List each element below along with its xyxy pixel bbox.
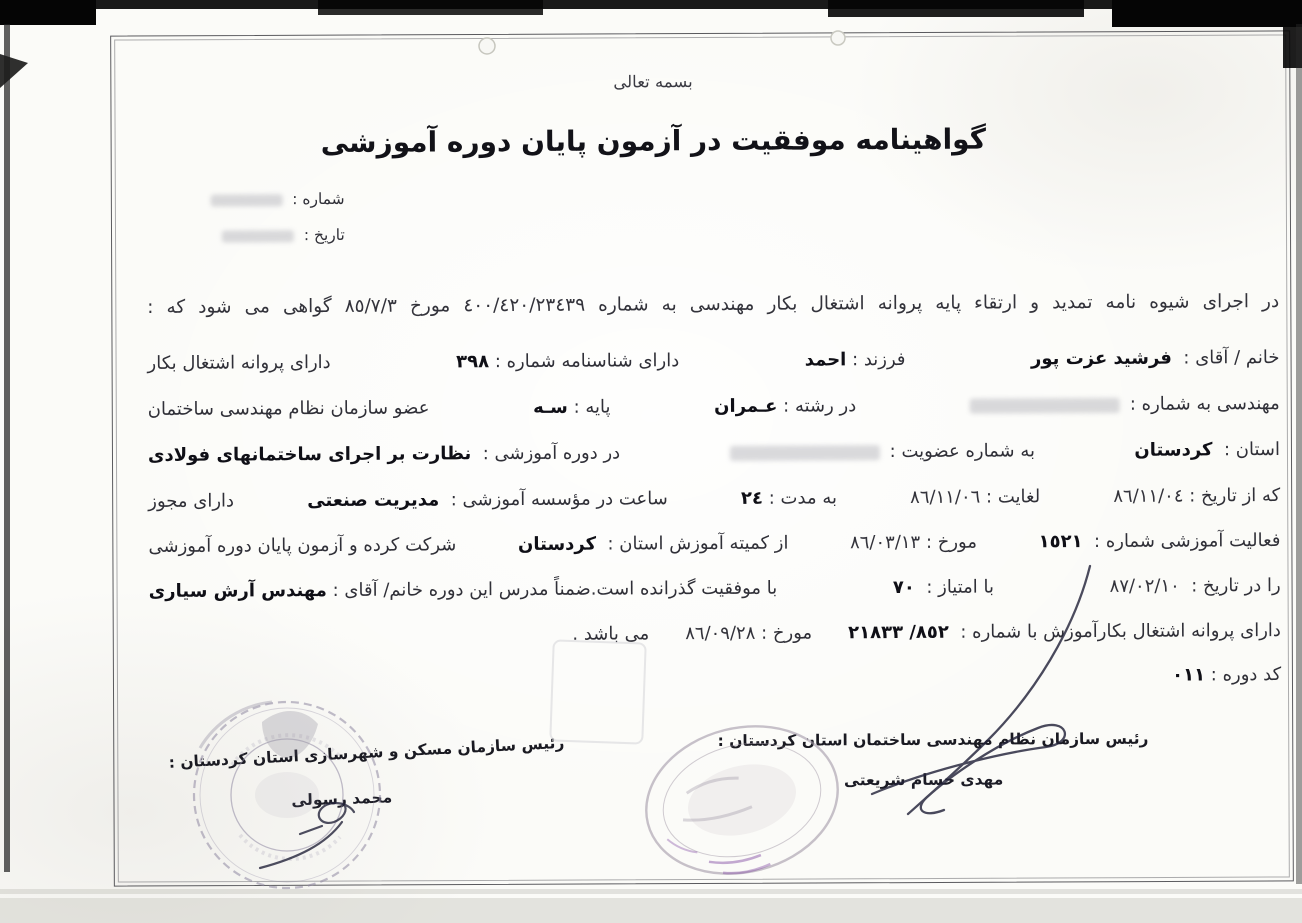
id-card-field (456, 348, 679, 375)
province-label: استان : (1223, 439, 1281, 461)
row-course-dates (148, 483, 1280, 515)
issue-date-row (145, 226, 345, 245)
row-course-code (149, 662, 1281, 694)
signature-right-title: رئیس سازمان نظام مهندسی ساختمان استان کردستان : (717, 729, 1149, 750)
redacted-serial-number (210, 194, 282, 206)
serial-number-label: شماره : (292, 189, 345, 209)
teaching-license-label: دارای پروانه اشتغال بکارآموزش با شماره : (960, 620, 1281, 643)
scanner-shadow-bottom (0, 898, 1302, 923)
redacted-issue-date (222, 230, 294, 242)
row-exam (149, 573, 1281, 605)
serial-number-row (145, 190, 345, 209)
grade-value: سـه (532, 396, 568, 418)
grade-field (533, 395, 611, 421)
scanner-edge-left (4, 24, 10, 872)
signature-right-name: مهدی حسام شریعتی (843, 770, 1004, 790)
issue-date-label: تاریخ : (303, 225, 345, 245)
redacted-membership-number (730, 445, 880, 461)
field-value: عـمران (714, 395, 778, 417)
committee-value: کردستان (517, 533, 597, 556)
teaching-license-field (848, 618, 1281, 646)
province-field (1134, 437, 1280, 464)
signature-left-title: رئیس سازمان مسکن و شهرسازی استان کردستان : (168, 733, 565, 772)
father-name: احمد (804, 349, 847, 371)
teaching-license-date-label: مورخ : (761, 622, 813, 644)
exam-date-value: ٨٧/٠٢/١٠ (1109, 575, 1180, 597)
intro-paragraph: در اجرای شیوه نامه تمدید و ارتقاء پایه پروانه اشتغال بکار مهندسی به شماره ٤٠٠/٤٢٠/٢٣٤٣٩ مورخ ٨٥/٧/٣ گواهی می شود که : (147, 291, 1280, 318)
teaching-license-date-field (685, 620, 812, 647)
father-label: فرزند : (851, 348, 906, 371)
passed-text: با موفقیت گذرانده است.ضمناً مدرس این دوره خانم/ آقای : (332, 577, 778, 601)
to-date-value: ٨٦/١١/٠٦ (910, 486, 981, 508)
exam-date-field (1110, 573, 1281, 600)
id-card-number: ٣٩٨ (456, 351, 490, 373)
corner-mark-left (0, 54, 28, 88)
duration-field (741, 485, 837, 512)
committee-field (518, 531, 789, 558)
eng-number-field (960, 391, 1280, 419)
row-province (148, 437, 1280, 469)
score-value: ٧٠ (892, 576, 915, 599)
bismillah-text: بسمه تعالی (613, 72, 693, 92)
applicant-name: فرشید عزت پور (1030, 347, 1172, 370)
duration-value: ٢٤ (740, 487, 764, 509)
signature-left-name: محمد رسولی (291, 788, 393, 810)
teaching-license-number: ٨٥٢/ ٢١٨٣٣ (848, 621, 949, 644)
course-value: نظارت بر اجرای ساختمانهای فولادی (147, 443, 472, 466)
activity-date-value: ٨٦/٠٣/١٣ (850, 531, 921, 554)
row-activity (148, 528, 1280, 560)
course-code-value: ٠١١ (1172, 664, 1206, 686)
participated-tail-text: شرکت کرده و آزمون پایان دوره آموزشی (148, 534, 457, 557)
applicant-label: خانم / آقای : (1183, 347, 1280, 369)
exam-date-label: را در تاریخ : (1191, 575, 1281, 597)
activity-label: فعالیت آموزشی شماره : (1093, 530, 1281, 552)
course-label: در دوره آموزشی : (482, 442, 621, 465)
member-tail-text: عضو سازمان نظام مهندسی ساختمان (147, 397, 430, 420)
field-label: در رشته : (783, 395, 857, 417)
activity-date-field (850, 530, 977, 557)
license-tail-text: دارای پروانه اشتغال بکار (147, 351, 331, 374)
grade-label: پایه : (573, 396, 611, 418)
course-field (148, 440, 620, 468)
score-field (893, 575, 994, 602)
from-date-label: که از تاریخ : (1189, 485, 1281, 507)
institute-label: ساعت در مؤسسه آموزشی : (450, 488, 668, 511)
activity-number: ١٥٢١ (1038, 531, 1083, 553)
redacted-eng-number (970, 397, 1120, 413)
teaching-license-date-value: ٨٦/٠٩/٢٨ (685, 622, 756, 645)
membership-label: به شماره عضویت : (889, 440, 1036, 463)
membership-field (720, 438, 1035, 466)
from-date-field (1113, 483, 1280, 510)
course-code-label: کد دوره : (1210, 664, 1282, 686)
id-card-label: دارای شناسنامه شماره : (494, 350, 680, 373)
instructor-name: مهندس آرش سیاری (148, 580, 327, 602)
applicant-field (1031, 345, 1280, 372)
row-applicant (147, 345, 1279, 377)
scanner-edge-bottom (0, 889, 1302, 894)
row-teaching-license (149, 618, 1281, 650)
to-date-label: لغایت : (985, 486, 1041, 508)
institute-field (307, 486, 668, 514)
institute-value: مدیریت صنعتی (307, 489, 440, 512)
activity-date-label: مورخ : (925, 531, 978, 553)
is-text: می باشد . (572, 623, 650, 645)
eng-number-label: مهندسی به شماره : (1129, 393, 1280, 415)
score-label: با امتیاز : (926, 576, 995, 598)
page-title: گواهینامه موفقیت در آزمون پایان دوره آموزشی (320, 122, 987, 160)
permit-tail-text: دارای مجوز (148, 490, 235, 512)
committee-label: از کمیته آموزش استان : (607, 532, 789, 555)
field-of-study (714, 393, 856, 420)
duration-label: به مدت : (768, 487, 838, 509)
to-date-field (910, 484, 1040, 511)
row-engineering-number (148, 391, 1280, 423)
activity-number-field (1039, 528, 1281, 555)
province-value: کردستان (1134, 439, 1213, 461)
father-field (805, 347, 906, 374)
certificate-content (138, 37, 1282, 883)
passed-field (149, 576, 778, 605)
scanner-edge-right (1296, 24, 1302, 884)
course-code-field (1172, 662, 1281, 689)
from-date-value: ٨٦/١١/٠٤ (1113, 485, 1184, 507)
